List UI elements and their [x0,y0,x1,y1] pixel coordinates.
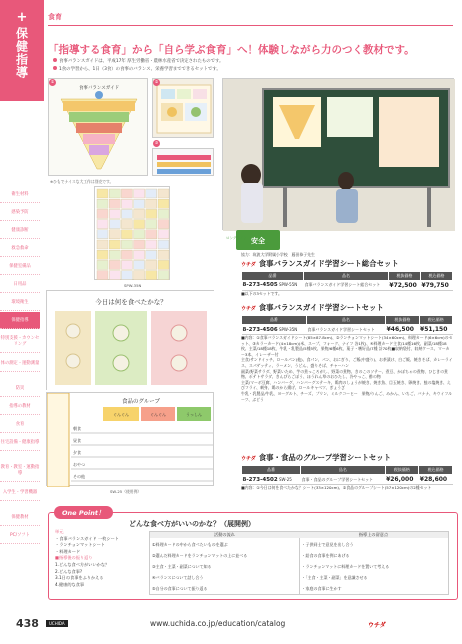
food-card [146,189,157,198]
food-card [134,209,145,218]
op-left-line: ・食事バランスガイド 一枚シート [55,535,119,541]
food-card [109,260,120,269]
sidebar-item-2[interactable]: 健康診断 [0,222,40,239]
op-left-line: 1.どんな食べ方がいいかな？ [55,561,110,567]
sidebar-item-15[interactable]: 入学生・学習機器 [0,484,40,501]
sidebar-item-9[interactable]: 体の測定・運動測量 [0,355,40,372]
food-card [158,209,169,218]
food-card [97,260,108,269]
step-item: ②選んだ料理カードをランチョンマットの上に並べる [152,553,248,558]
fg-row-3: 夕食 [73,450,81,455]
poster2-caption: SW-25（使用例） [110,489,142,494]
fg-row-5: その他 [73,474,85,479]
food-card [97,240,108,249]
food-card [158,271,169,280]
food-group-sheet [46,392,214,486]
food-card [146,209,157,218]
badge-2: ② [154,79,159,84]
food-card [134,220,145,229]
tip-item: ・子供同士で意見を出し合う [301,542,354,547]
food-card [109,189,120,198]
tips-header: 指導上の留意点 [358,532,389,537]
sidebar-item-16[interactable]: 保健教材 [0,509,40,526]
what-did-you-eat-poster [46,290,214,390]
fg-col-2: ぐんぐん [150,412,166,417]
sidebar-item-17[interactable]: PC/ソフト [0,527,40,544]
food-card [121,209,132,218]
food-card [158,230,169,239]
food-card [121,230,132,239]
food-card [146,220,157,229]
food-card-grid [94,186,170,280]
tip-item: ・給食の食事を例にあげる [301,553,350,558]
brand-logo: ウチダ [241,306,256,312]
badge-3: ③ [154,140,159,145]
food-card [158,199,169,208]
divider [48,25,453,26]
page-headline: 「指導する食育」から「自ら学ぶ食育」へ！体験しながら力のつく教材です。 [48,44,415,56]
one-point-box [48,512,458,600]
step-item: ⑤自分の食事について振り返る [152,586,208,591]
brand-logo: ウチダ [241,261,256,268]
luncheon-mat-poster [152,78,214,138]
balance-guide-poster [48,78,148,176]
food-card [121,250,132,259]
fg-row-4: おやつ [73,462,85,467]
sidebar-header [0,0,44,101]
food-card [134,240,145,249]
product-3-price: ¥26,000 [385,475,419,485]
product-2-desc2: 主食/サンドイッチ、ロールパン(他)、食パン、パン、おにぎり、ご飯(中盛り)、お茶漬け、白ご飯、焼きそば、カレーライス、スパゲッティ、ラーメン、うどん、盛りそば、チャーハン [241,357,453,368]
food-card [109,199,120,208]
steps-table [149,531,449,595]
product-3-table: 品番 品名 税抜価格 税込価格 8-273-4502 SW-25 食事・食品のグループ学習シートセット ¥26,000 ¥28,600 [241,465,453,485]
sidebar-item-8[interactable]: 特別支援・カウンセリング [0,330,40,353]
poster2-title: 今日は何を食べたかな？ [95,298,167,306]
tip-item: ・「主食・主菜・副菜」を意識させる [301,575,368,580]
food-card [97,250,108,259]
page-number: 438 [16,617,39,630]
fg-col-1: ぐんぐん [113,412,129,417]
product-3 [241,452,453,491]
food-card [97,209,108,218]
steps-header: 活動の流れ [214,532,235,537]
category-title: 食育 [48,13,62,21]
sidebar-item-1[interactable]: 感染予防 [0,204,40,221]
food-card [121,220,132,229]
food-card [121,260,132,269]
badge-1: ① [50,79,55,84]
sidebar-item-5[interactable]: 日用品 [0,276,40,293]
product-3-code: 8-273-4502 [242,476,278,483]
product-1-title: 食事バランスガイド学習シート総合セット [258,258,399,268]
food-card [134,230,145,239]
fg-row-2: 昼食 [73,438,81,443]
food-card [109,240,120,249]
food-card [97,271,108,280]
tip-item: ・ランチョンマットに料理カードを置いて考える [301,564,390,569]
poster1-caption: ※ひもでナイスな大工作は別売です。 [50,179,114,184]
op-left-line: 2.どんな食事? [55,568,83,574]
op-left-line: 3.1日の食事をふりかえる [55,575,104,581]
food-group-title: 食品のグループ [121,399,161,405]
product-1-table: 品番 品名 税抜価格 税込価格 8-273-4505 SPW-55N 食事バランスガイド学習シート総合セット ¥72,500 ¥79,750 [241,271,453,291]
food-card [146,250,157,259]
food-card [134,199,145,208]
food-card [121,189,132,198]
op-left-line: ・ランチョンマットシート [55,542,105,548]
fg-row-1: 朝食 [73,426,81,431]
food-card [146,260,157,269]
poster-title: 食事バランスガイド [78,86,120,91]
sidebar-item-7[interactable]: 保健指導 [0,312,40,329]
product-2 [241,302,453,402]
catalog-url[interactable]: www.uchida.co.jp/education/catalog [150,619,286,628]
product-2-table: 品番 品名 税抜価格 税込価格 8-273-4506 SPW-35N 食事バランスガイド学習シートセット ¥46,500 ¥51,150 [241,315,453,335]
balance-guide-top-illustration [49,79,149,177]
footer-brand: ウチダ [368,622,386,629]
food-card [121,271,132,280]
sidebar-item-6[interactable]: 環境衛生 [0,294,40,311]
food-card [134,250,145,259]
food-card [146,271,157,280]
food-card [134,271,145,280]
sidebar-item-10[interactable]: 防災 [0,380,40,397]
sidebar-item-13[interactable]: 住宅設備・健康指導 [0,434,40,451]
food-card [109,271,120,280]
classroom-photo [222,78,454,230]
food-card [134,260,145,269]
fg-col-3: うっしん [186,412,202,417]
step-item: ④バランスについて話し合う [152,575,204,580]
food-card [146,230,157,239]
food-card [146,199,157,208]
one-point-left [55,529,145,588]
note-1: 食事バランスガイドは、平成17年 厚生労働省・農林水産省で決定されたものです。 [53,58,223,64]
product-2-desc3: 副菜/野菜サラダ、野菜いため、芋の煮っころがし、野菜の煮物、きのこのソテー、煮豆、かぼちゃの煮物、ひじきの煮物、ポテトサラダ、きんぴらごぼう、ほうれん草のおひたし、冷やっこ、酢の物 [241,368,448,380]
food-card [109,250,120,259]
sidebar-item-3[interactable]: 救急救命 [0,240,40,257]
op-left-line: 単元 [55,529,64,534]
food-card [97,220,108,229]
product-1 [241,252,453,296]
grid-code: SPW-35N [124,283,142,288]
op-left-line: ■指導後の振り返り [55,555,93,561]
food-card [97,189,108,198]
food-card [158,240,169,249]
food-card [97,199,108,208]
product-1-price: ¥72,500 [388,280,420,290]
brand-logo: ウチダ [241,456,256,462]
sidebar-item-4[interactable]: 保健室備品 [0,258,40,275]
food-card [158,250,169,259]
one-point-badge: One Point！ [54,506,113,519]
tip-item: ・家庭の食事に生かす [301,586,342,591]
product-2-code: 8-273-4506 [242,326,278,333]
color-card-strip [152,148,214,176]
product-2-desc5: 牛乳・乳製品/牛乳、ヨーグルト、チーズ、プリン、ミルクコーヒー 果物/りんご、みかん、いちご、バナナ、キウイフルーツ、ぶどう [241,390,452,402]
safety-badge: 安全 [236,230,280,250]
sidebar-item-14[interactable]: 教育・教室・運動指導 [0,459,40,482]
sidebar-item-0[interactable]: 衛生材料 [0,186,40,203]
sidebar-title: 保健指導 [14,27,29,79]
product-1-note: ■以下の3セットです。 [241,290,282,296]
one-point-question: どんな食べ方がいいのかな？（展開例） [129,520,255,528]
food-card [146,240,157,249]
product-1-code: 8-273-4505 [242,282,278,289]
food-card [121,199,132,208]
op-left-line: ・料理カード [55,548,81,554]
sidebar-item-11[interactable]: 指導の教材 [0,398,40,415]
product-2-desc4: 主菜/マーボ豆腐、ハンバーグ、ハンバーグステーキ、鶏肉のしょうが焼き、焼き魚、目玉焼き、卵焼き、鮭の塩焼き、えびフライ、刺身、鶏のから揚げ、ロールキャベツ、ぎょうざ [241,379,451,391]
product-2-desc: ■内容：①食事バランスガイドシート(85×87.8cm)、②ランチョンマットシート(34×60cm)、料理カード(6×6cm)のセット、③カラーカード(4×18cm)(米、スープ、フォーク、ナイフ 各1枚)、④料理カード主食/14種16枚、副菜/18種18枚、主菜/18種18枚、牛乳・乳製品/5種5枚、果物/6種6枚、菓子・嗜好品/7種 計70枚■収納袋付、収納ケース、マーカー3本、イレーザー付 [241,335,453,357]
food-card [97,230,108,239]
food-card [158,189,169,198]
product-3-title: 食事・食品のグループ学習シートセット [258,453,391,462]
product-2-price: ¥46,500 [386,325,419,335]
credit: 協力：筑波大学附属小学校 藤田恭子先生 [241,252,315,257]
op-left-line: 4.健康的な食事 [55,581,85,587]
food-card [109,220,120,229]
step-item: ①料理カードの中から食べたいものを選ぶ [152,542,228,547]
food-card [134,189,145,198]
note-2: 1食の学習から、1日（3食）の食事のバランス、栄養学習までできるセットです。 [53,66,221,72]
step-item: ③主食・主菜・副菜について知る [152,564,212,569]
uchida-logo: UCHIDA [46,620,68,627]
food-card [158,220,169,229]
longlife-stamp: ロングライフ [226,236,247,240]
food-card [121,240,132,249]
sidebar-item-12[interactable]: 食育 [0,416,40,433]
food-card [109,230,120,239]
plus-icon: + [16,10,28,25]
product-3-desc: ■内容：①今日は何を食べたかな？シート(33×120cm)、②食品のグループシート(57×120cm)の2種セット [241,485,432,490]
food-card [158,260,169,269]
food-card [109,209,120,218]
product-2-title: 食事バランスガイド学習シートセット [258,303,384,312]
